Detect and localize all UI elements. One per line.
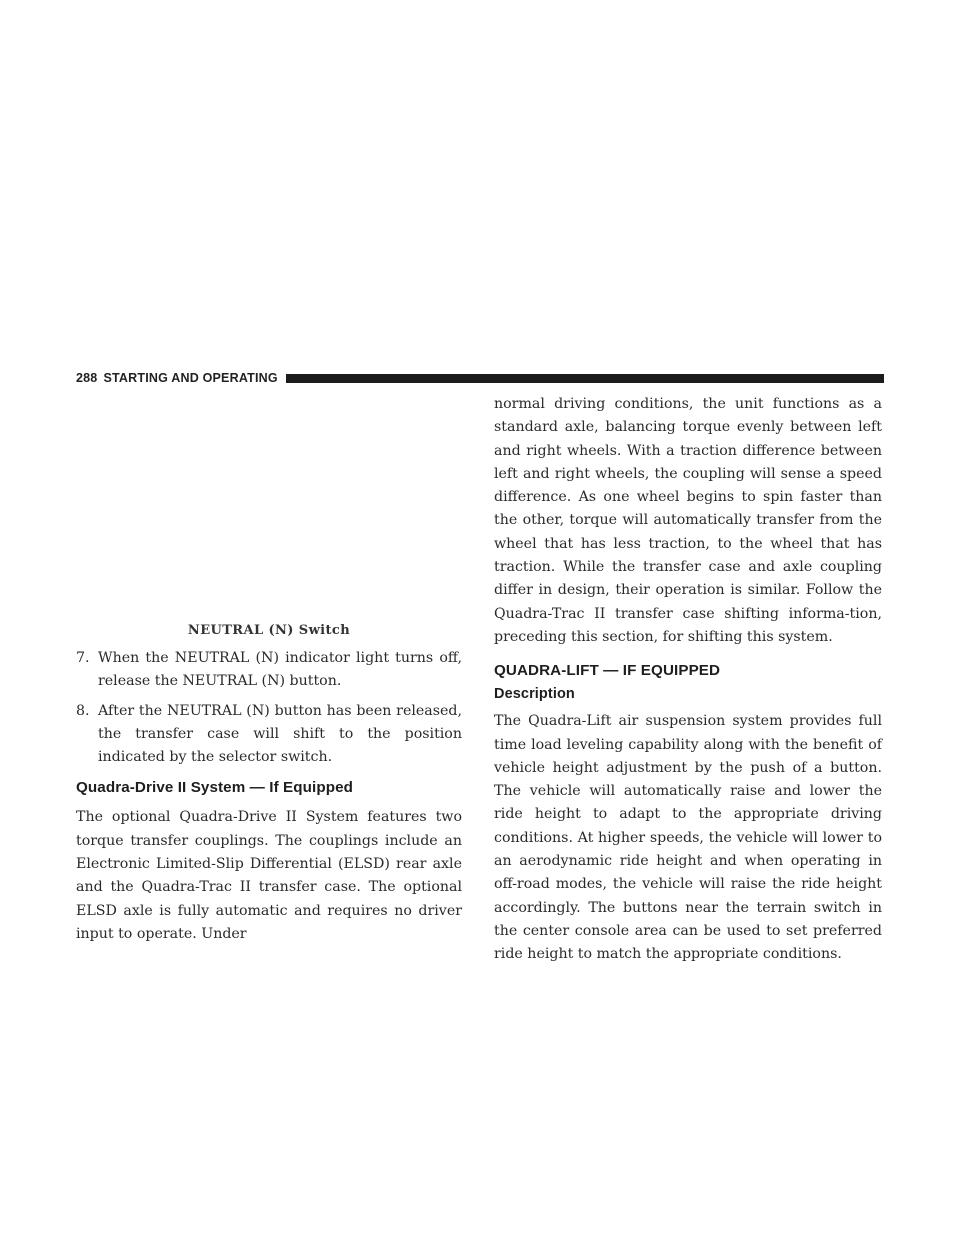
header-rule	[286, 374, 884, 383]
description-heading: Description	[494, 686, 575, 703]
description-paragraph: The Quadra-Lift air suspension system provides full time load leveling capability along with the benefit of vehicle height adjustment by the push of a button. The vehicle will automatically raise and lower the ride height to adapt to the appropriate driving conditions. At higher speeds, the vehicle will lower to an aerodynamic ride height and when operating in off-road modes, the vehicle will raise the ride height accordingly. The buttons near the terrain switch in the center console area can be used to set preferred ride height to match the appropriate conditions.	[494, 713, 882, 963]
step-text: When the NEUTRAL (N) indicator light turns off, release the NEUTRAL (N) button.	[98, 650, 462, 690]
list-item	[76, 647, 462, 694]
right-column	[494, 393, 882, 976]
step-number: 8.	[76, 702, 90, 719]
step-text: After the NEUTRAL (N) button has been released, the transfer case will shift to the position indicated by the selector switch.	[98, 702, 462, 766]
steps-list	[76, 647, 462, 769]
quadra-lift-heading: QUADRA-LIFT — IF EQUIPPED	[494, 662, 721, 680]
page-header	[76, 370, 884, 386]
section-title: STARTING AND OPERATING	[103, 371, 278, 385]
page-number: 288	[76, 371, 98, 385]
left-column	[76, 647, 462, 955]
figure-caption: NEUTRAL (N) Switch	[187, 623, 351, 638]
step-number: 7.	[76, 650, 90, 666]
list-item	[76, 700, 462, 770]
continued-paragraph: normal driving conditions, the unit functions as a standard axle, balancing torque evenly between left and right wheels. With a traction difference between left and right wheels, the coupling will sense a speed difference. As one wheel begins to spin faster than the other, torque will automatically transfer from the wheel that has less traction, to the wheel that has traction. While the transfer case and axle coupling differ in design, their operation is similar. Follow the Quadra-Trac II transfer case shifting informa-tion, preceding this section, for shifting this system.	[494, 396, 882, 645]
quadra-drive-paragraph: The optional Quadra-Drive II System features two torque transfer couplings. The couplings include an Electronic Limited-Slip Differential (ELSD) rear axle and the Quadra-Trac II transfer case. The optional ELSD axle is fully automatic and requires no driver input to operate. Under	[76, 809, 462, 942]
quadra-drive-heading: Quadra-Drive II System — If Equipped	[76, 779, 354, 797]
